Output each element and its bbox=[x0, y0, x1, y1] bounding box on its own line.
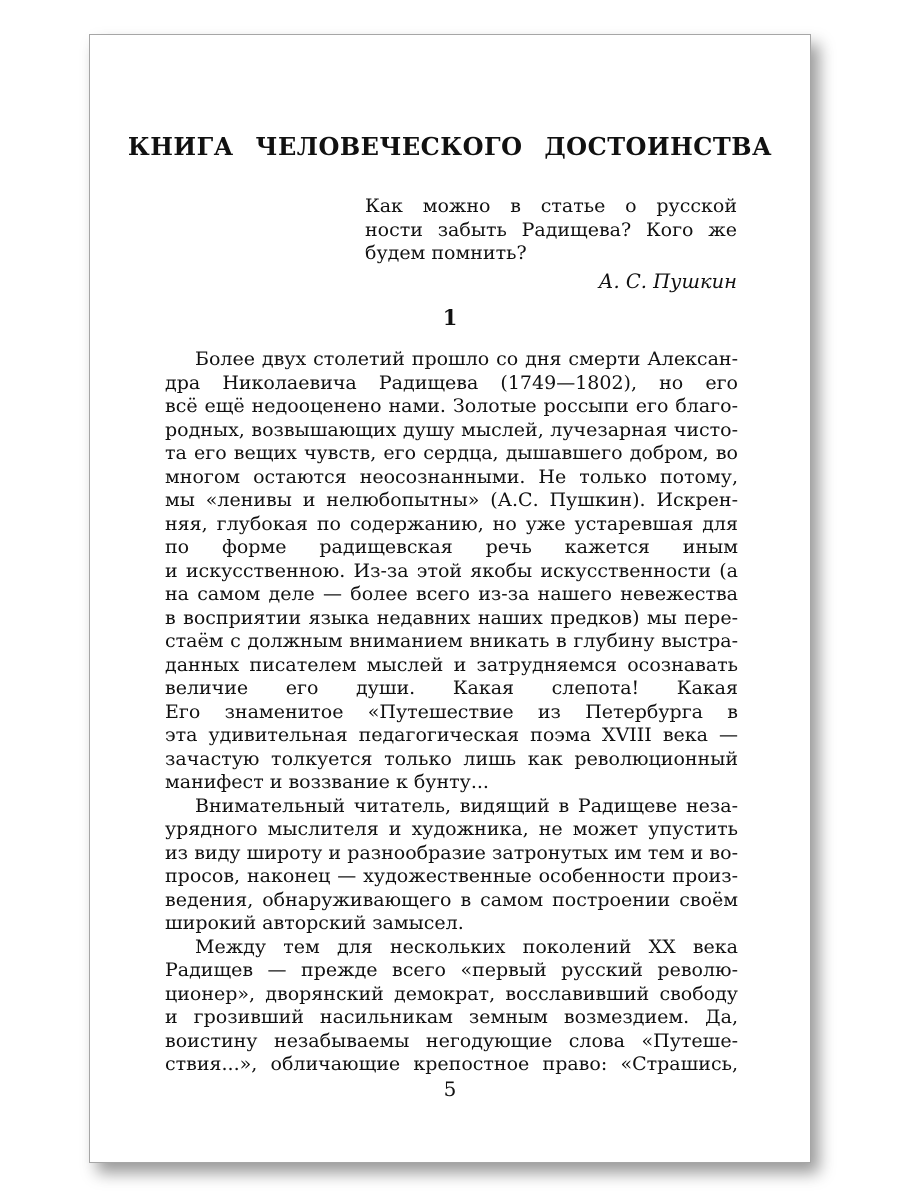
text-line: Более двух столетий прошло со дня смерти Алексан- bbox=[195, 348, 738, 370]
text-line: ционер», дворянский демократ, восславивший свободу bbox=[165, 982, 738, 1005]
text-line: та его вещих чувств, его сердца, дышавшего добром, во bbox=[165, 442, 738, 464]
text-line: из виду широту и разнообразие затронутых им тем и во- bbox=[165, 841, 738, 864]
text-line: просов, наконец — художественные особенности произ- bbox=[165, 865, 738, 887]
text-line: стаём с должным вниманием вникать в глубину выстра- bbox=[165, 630, 738, 652]
chapter-title: КНИГА ЧЕЛОВЕЧЕСКОГО ДОСТОИНСТВА bbox=[127, 132, 773, 161]
text-line: родных, возвышающих душу мыслей, лучезарная чисто- bbox=[165, 418, 738, 441]
text-line: ствия...», обличающие крепостное право: «Страшись, bbox=[165, 1053, 738, 1075]
epigraph bbox=[365, 195, 737, 293]
text-line: в восприятии языка недавних наших предков) мы пере- bbox=[165, 606, 738, 629]
text-line: манифест и воззвание к бунту... bbox=[165, 771, 489, 793]
text-line: дра Николаевича Радищева (1749—1802), но его bbox=[165, 371, 738, 394]
text-line: воистину незабываемы негодующие слова «Путеше- bbox=[165, 1029, 738, 1052]
text-line: ведения, обнаруживающего в самом построении своём bbox=[165, 888, 738, 911]
page-number: 5 bbox=[443, 1077, 457, 1101]
text-line: Радищев — прежде всего «первый русский револю- bbox=[165, 959, 738, 981]
text-line: всё ещё недооценено нами. Золотые россыпи его благо- bbox=[165, 395, 738, 417]
text-line: Внимательный читатель, видящий в Радищеве неза- bbox=[195, 794, 738, 817]
text-line: и грозивший насильникам земным возмездием. Да, bbox=[165, 1006, 738, 1028]
text-line: няя, глубокая по содержанию, но уже устаревшая для bbox=[165, 512, 738, 535]
body-text bbox=[165, 348, 738, 1077]
text-line: по форме радищевская речь кажется иным bbox=[165, 536, 738, 558]
text-line: урядного мыслителя и художника, не может упустить bbox=[165, 818, 738, 840]
text-line: Как можно в статье о русской bbox=[365, 195, 737, 217]
book-page bbox=[89, 34, 811, 1163]
text-line: широкий авторский замысел. bbox=[165, 912, 464, 934]
text-line: Его знаменитое «Путешествие из Петербурга в bbox=[165, 700, 738, 723]
text-line: на самом деле — более всего из-за нашего невежества bbox=[165, 583, 738, 605]
section-number: 1 bbox=[442, 305, 458, 330]
text-line: мы «ленивы и нелюбопытны» (А.С. Пушкин). Искрен- bbox=[165, 489, 738, 511]
text-line: ности забыть Радищева? Кого же bbox=[365, 218, 737, 241]
text-line: Между тем для нескольких поколений XX века bbox=[195, 935, 738, 958]
text-line: зачастую толкуется только лишь как революционный bbox=[165, 747, 738, 770]
text-line: и искусственною. Из-за этой якобы искусственности (а bbox=[165, 559, 738, 582]
text-line: данных писателем мыслей и затрудняемся осознавать bbox=[165, 653, 738, 676]
epigraph-text bbox=[365, 195, 737, 266]
epigraph-attribution: А. С. Пушкин bbox=[598, 269, 737, 293]
text-line: будем помнить? bbox=[365, 242, 527, 264]
text-line: многом остаются неосознанными. Не только потому, bbox=[165, 465, 738, 488]
text-line: эта удивительная педагогическая поэма XVIII века — bbox=[165, 724, 738, 746]
text-line: величие его души. Какая слепота! Какая bbox=[165, 677, 738, 699]
